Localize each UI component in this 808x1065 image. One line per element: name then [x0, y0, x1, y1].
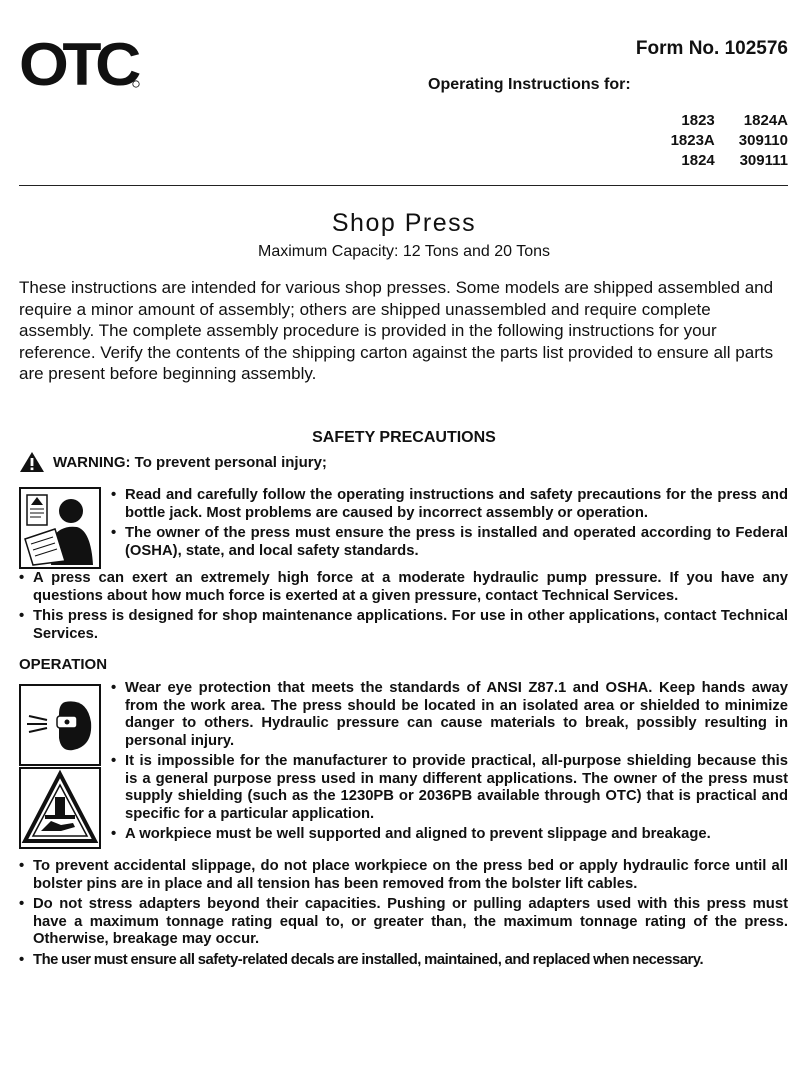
model-row — [671, 111, 788, 131]
model-row — [671, 151, 788, 171]
page-subtitle: Maximum Capacity: 12 Tons and 20 Tons — [257, 243, 550, 260]
list-item: • A workpiece must be well supported and aligned to prevent slippage and breakage. — [111, 826, 788, 844]
safety-bullets — [19, 570, 788, 646]
crush-hazard-icon — [21, 769, 99, 847]
intro-paragraph: These instructions are intended for various shop presses. Some models are shipped assembled and require a minor amount of assembly; others are shipped unassembled and require complete assembly. The complete assembly procedure is provided in the following instructions for your reference. Verify the contents of the shipping carton against the parts list provided to ensure all parts are present before beginning assembly. — [19, 278, 774, 383]
list-item: • Do not stress adapters beyond their capacities. Pushing or pulling adapters used with this press must have a maximum tonnage rating equal to, or greater than, the maximum tonnage rating of the press. Otherwise, breakage may occur. — [19, 896, 788, 949]
model-number: 1824A — [743, 112, 788, 129]
model-number: 1824 — [681, 152, 715, 169]
read-manual-icon-box — [19, 487, 101, 569]
safety-icon-bullets — [111, 487, 788, 563]
model-number: 309110 — [738, 132, 788, 149]
warning-line — [19, 451, 327, 473]
operating-instructions-label: Operating Instructions for: — [428, 76, 631, 93]
warning-triangle-icon — [19, 451, 45, 473]
model-number: 1823A — [670, 132, 715, 149]
warning-text: WARNING: To prevent personal injury; — [53, 453, 327, 471]
list-item: • A press can exert an extremely high force at a moderate hydraulic pump pressure. If you have any questions about how much force is exerted at a given pressure, contact Technical Services. — [19, 570, 788, 605]
safety-precautions-heading: SAFETY PRECAUTIONS — [312, 429, 496, 446]
operation-bullets — [19, 858, 788, 972]
eye-protection-icon-box — [19, 684, 101, 766]
list-item: • Read and carefully follow the operating instructions and safety precautions for the press and bottle jack. Most problems are caused by incorrect assembly or operation. — [111, 487, 788, 522]
model-row — [671, 131, 788, 151]
page-title: Shop Press — [331, 209, 477, 237]
model-numbers — [671, 111, 788, 171]
otc-logo — [19, 38, 141, 90]
list-item: • The owner of the press must ensure the press is installed and operated according to Federal (OSHA), state, and local safety standards. — [111, 525, 788, 560]
model-number: 309111 — [739, 152, 788, 169]
list-item: • It is impossible for the manufacturer to provide practical, all-purpose shielding because this is a general purpose press used in many different applications. The owner of the press must supply shielding (such as the 1230PB or 2036PB available through OTC) that is practical and specific for a particular application. — [111, 753, 788, 823]
list-item: • The user must ensure all safety-related decals are installed, maintained, and replaced when necessary. — [19, 952, 788, 970]
form-number: Form No. 102576 — [635, 38, 788, 59]
operation-heading: OPERATION — [19, 656, 108, 673]
read-manual-icon — [21, 489, 99, 567]
list-item: • This press is designed for shop maintenance applications. For use in other applications, contact Technical Services. — [19, 608, 788, 643]
logo-text: OTC — [19, 38, 140, 90]
operation-icon-bullets — [111, 680, 788, 847]
list-item: • Wear eye protection that meets the standards of ANSI Z87.1 and OSHA. Keep hands away from the work area. The press should be located in an isolated area or shielded to minimize danger to others. Hydraulic pressure can cause materials to break, possibly resulting in personal injury. — [111, 680, 788, 750]
crush-hazard-icon-box — [19, 767, 101, 849]
eye-protection-icon — [21, 686, 99, 764]
model-number: 1823 — [681, 112, 715, 129]
list-item: • To prevent accidental slippage, do not place workpiece on the press bed or apply hydraulic force until all bolster pins are in place and all tension has been removed from the bolster lift cables. — [19, 858, 788, 893]
header-divider — [19, 185, 788, 186]
